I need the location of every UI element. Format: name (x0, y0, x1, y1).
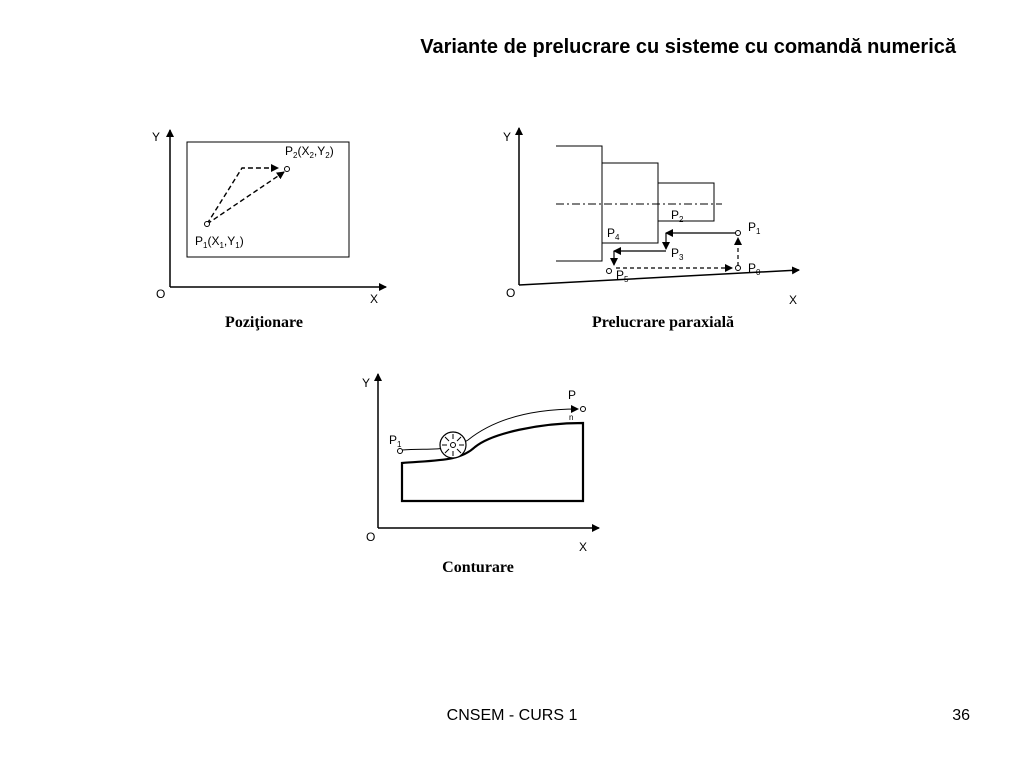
point-label-p1: $P_1$ (389, 433, 402, 449)
positioning-diagram (152, 130, 386, 331)
page-number: 36 (952, 707, 970, 724)
tool-path (402, 409, 578, 450)
y-axis-label: Y (362, 376, 371, 390)
positioning-caption: Poziţionare (225, 314, 303, 331)
origin-label: O (366, 530, 376, 544)
paraxial-caption: Prelucrare paraxială (591, 314, 735, 331)
point-label-p2: $P_2$ (671, 208, 684, 224)
y-axis-label: Y (152, 130, 161, 144)
point-label-p0: $P_0$ (748, 261, 761, 277)
footer-course: CNSEM - CURS 1 (446, 707, 578, 724)
paraxial-diagram (503, 128, 799, 331)
point-label-p3: $P_3$ (671, 246, 684, 262)
dashed-direct-path (207, 172, 284, 224)
point-p5 (607, 269, 612, 274)
y-axis-label: Y (503, 130, 512, 144)
point-label-p1: $P_1$ (748, 220, 761, 236)
point-pn (581, 407, 586, 412)
origin-label: O (156, 287, 166, 301)
contouring-caption: Conturare (442, 559, 514, 576)
point-label-p5: $P_5$ (616, 268, 629, 284)
point-label-pn: P n (568, 388, 577, 422)
slide-title: Variante de prelucrare cu sisteme cu comandă numerică (420, 36, 956, 58)
cutter-icon (440, 432, 466, 458)
point-p1 (736, 231, 741, 236)
point-p0 (736, 266, 741, 271)
x-axis-label: X (789, 293, 798, 307)
x-axis-label: X (370, 292, 379, 306)
p2-coordinate-label: $P_2(X_2,Y_2)$ (285, 144, 334, 160)
point-p1 (398, 449, 403, 454)
contouring-diagram (362, 374, 599, 576)
dashed-stepped-path (207, 168, 278, 224)
point-p2 (285, 167, 290, 172)
p1-coordinate-label: $P_1(X_1,Y_1)$ (195, 234, 244, 250)
x-axis-label: X (579, 540, 588, 554)
workpiece-contour (402, 423, 583, 501)
origin-label: O (506, 286, 516, 300)
point-p1 (205, 222, 210, 227)
point-label-p4: $P_4$ (607, 226, 620, 242)
